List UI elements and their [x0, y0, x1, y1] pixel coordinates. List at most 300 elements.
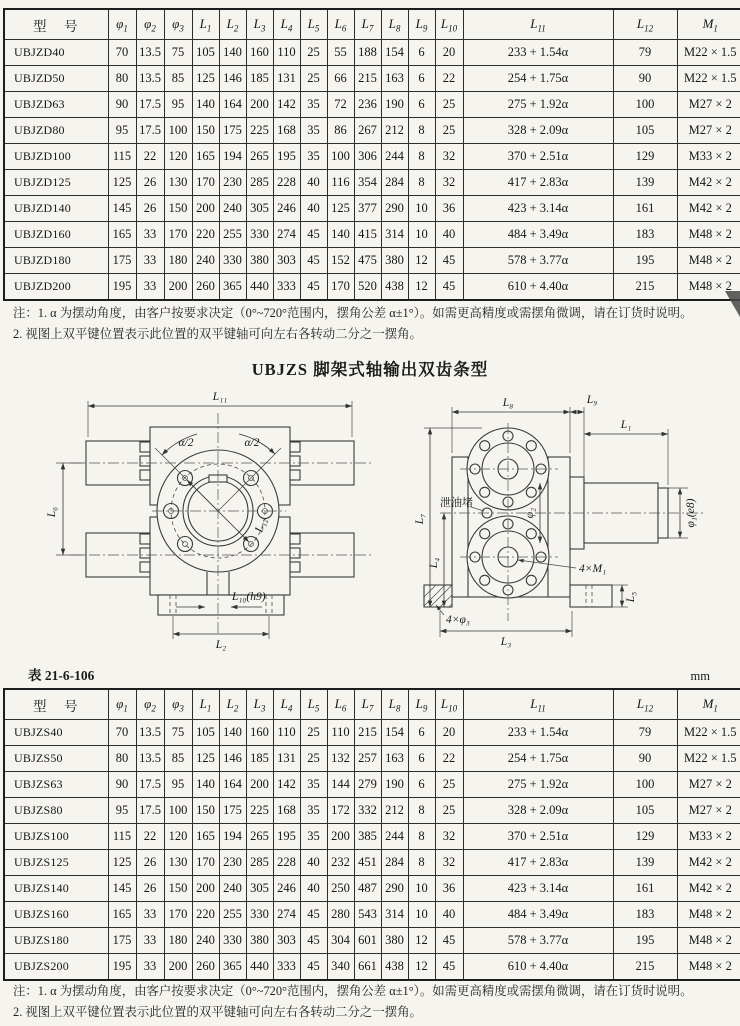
column-header: $L_6$	[327, 689, 354, 720]
value-cell: M48 × 2	[677, 954, 740, 981]
value-cell: 161	[613, 876, 677, 902]
model-cell: UBJZD100	[4, 144, 108, 170]
dim-l10: L₁₀(h9)	[232, 591, 266, 603]
front-view	[46, 391, 372, 651]
value-cell: 85	[164, 66, 192, 92]
value-cell: 45	[300, 274, 327, 301]
table-row	[4, 954, 740, 981]
value-cell: 33	[136, 954, 164, 981]
value-cell: 90	[613, 66, 677, 92]
column-header: $\varphi_1$	[108, 9, 136, 40]
column-header: $L_1$	[192, 689, 219, 720]
model-cell: UBJZS180	[4, 928, 108, 954]
column-header: $M_1$	[677, 689, 740, 720]
value-cell: 142	[273, 92, 300, 118]
dim-l11: L₁₁	[212, 391, 228, 403]
value-cell: 314	[381, 222, 408, 248]
value-cell: 26	[136, 876, 164, 902]
value-cell: 40	[435, 902, 463, 928]
value-cell: 105	[613, 798, 677, 824]
value-cell: M48 × 2	[677, 902, 740, 928]
column-header: $L_{11}$	[463, 689, 613, 720]
value-cell: 220	[192, 902, 219, 928]
model-cell: UBJZS80	[4, 798, 108, 824]
table-row	[4, 248, 740, 274]
value-cell: 274	[273, 902, 300, 928]
model-cell: UBJZD40	[4, 40, 108, 66]
value-cell: 105	[613, 118, 677, 144]
value-cell: 8	[408, 850, 435, 876]
value-cell: 285	[246, 170, 273, 196]
value-cell: 333	[273, 274, 300, 301]
value-cell: 75	[164, 40, 192, 66]
value-cell: 487	[354, 876, 381, 902]
table-row	[4, 720, 740, 746]
value-cell: M33 × 2	[677, 144, 740, 170]
value-cell: 86	[327, 118, 354, 144]
value-cell: 79	[613, 720, 677, 746]
column-header: $L_2$	[219, 689, 246, 720]
value-cell: 12	[408, 248, 435, 274]
value-cell: 232	[327, 850, 354, 876]
value-cell: 105	[192, 40, 219, 66]
value-cell: 415	[354, 222, 381, 248]
value-cell: 100	[613, 92, 677, 118]
value-cell: 35	[300, 92, 327, 118]
value-cell: 150	[192, 798, 219, 824]
value-cell: 246	[273, 196, 300, 222]
value-cell: 25	[435, 118, 463, 144]
value-cell: 340	[327, 954, 354, 981]
value-cell: 200	[192, 876, 219, 902]
value-cell: 40	[300, 170, 327, 196]
value-cell: 150	[192, 118, 219, 144]
value-cell: 22	[136, 824, 164, 850]
value-cell: 304	[327, 928, 354, 954]
column-header: $\varphi_2$	[136, 689, 164, 720]
value-cell: 66	[327, 66, 354, 92]
value-cell: 129	[613, 144, 677, 170]
value-cell: M42 × 2	[677, 850, 740, 876]
value-cell: 165	[192, 144, 219, 170]
value-cell: 125	[192, 66, 219, 92]
dim-l5: L₅	[625, 591, 637, 603]
value-cell: 333	[273, 954, 300, 981]
note-line-1: 注：1. α 为摆动角度，由客户按要求决定（0°~720°范围内，摆角公差 α±1°）。如需更高精度或需摆角微调，请在订货时说明。	[13, 306, 693, 320]
value-cell: 140	[219, 720, 246, 746]
value-cell: 13.5	[136, 66, 164, 92]
value-cell: 303	[273, 928, 300, 954]
value-cell: 10	[408, 196, 435, 222]
value-cell: 185	[246, 746, 273, 772]
table-number: 表 21-6-106	[28, 668, 95, 683]
model-cell: UBJZD180	[4, 248, 108, 274]
table-row	[4, 798, 740, 824]
column-header: $L_4$	[273, 689, 300, 720]
technical-drawing	[0, 385, 740, 663]
value-cell: 154	[381, 40, 408, 66]
value-cell: 110	[327, 720, 354, 746]
value-cell: 100	[164, 118, 192, 144]
value-cell: 139	[613, 850, 677, 876]
value-cell: 45	[300, 902, 327, 928]
value-cell: 90	[108, 772, 136, 798]
scan-artifact	[725, 291, 740, 317]
column-header: $M_1$	[677, 9, 740, 40]
value-cell: 230	[219, 850, 246, 876]
value-cell: 13.5	[136, 720, 164, 746]
value-cell: 303	[273, 248, 300, 274]
value-cell: 365	[219, 274, 246, 301]
value-cell: 417 + 2.83α	[463, 850, 613, 876]
value-cell: 305	[246, 196, 273, 222]
value-cell: 195	[273, 144, 300, 170]
value-cell: 12	[408, 954, 435, 981]
value-cell: 230	[219, 170, 246, 196]
value-cell: 215	[354, 66, 381, 92]
note-line-2: 2. 视图上双平键位置表示此位置的双平键轴可向左右各转动二分之一摆角。	[13, 326, 422, 341]
value-cell: 12	[408, 274, 435, 301]
value-cell: 45	[300, 222, 327, 248]
value-cell: 377	[354, 196, 381, 222]
table-row	[4, 144, 740, 170]
value-cell: 150	[164, 196, 192, 222]
value-cell: 183	[613, 902, 677, 928]
value-cell: 290	[381, 876, 408, 902]
notes-bottom	[13, 981, 735, 1022]
value-cell: 365	[219, 954, 246, 981]
table-row	[4, 876, 740, 902]
value-cell: 484 + 3.49α	[463, 902, 613, 928]
value-cell: 35	[300, 824, 327, 850]
value-cell: 110	[273, 40, 300, 66]
value-cell: 13.5	[136, 40, 164, 66]
value-cell: 95	[108, 798, 136, 824]
value-cell: 85	[164, 746, 192, 772]
value-cell: 25	[435, 92, 463, 118]
value-cell: 25	[435, 772, 463, 798]
value-cell: 250	[327, 876, 354, 902]
column-header: $L_{12}$	[613, 9, 677, 40]
value-cell: 160	[246, 720, 273, 746]
value-cell: 40	[300, 876, 327, 902]
value-cell: 257	[354, 746, 381, 772]
value-cell: 255	[219, 902, 246, 928]
value-cell: 175	[219, 798, 246, 824]
value-cell: M33 × 2	[677, 824, 740, 850]
value-cell: 194	[219, 824, 246, 850]
value-cell: 215	[354, 720, 381, 746]
value-cell: 484 + 3.49α	[463, 222, 613, 248]
dim-alpha-right: α/2	[244, 437, 260, 449]
model-cell: UBJZS100	[4, 824, 108, 850]
value-cell: M22 × 1.5	[677, 66, 740, 92]
value-cell: 225	[246, 118, 273, 144]
value-cell: 180	[164, 248, 192, 274]
value-cell: 6	[408, 720, 435, 746]
value-cell: 45	[435, 248, 463, 274]
value-cell: 451	[354, 850, 381, 876]
value-cell: 152	[327, 248, 354, 274]
table-row	[4, 824, 740, 850]
value-cell: 25	[300, 66, 327, 92]
value-cell: 8	[408, 144, 435, 170]
value-cell: M22 × 1.5	[677, 746, 740, 772]
value-cell: 195	[613, 248, 677, 274]
model-cell: UBJZS63	[4, 772, 108, 798]
value-cell: 165	[108, 222, 136, 248]
table-row	[4, 772, 740, 798]
value-cell: 225	[246, 798, 273, 824]
value-cell: 332	[354, 798, 381, 824]
value-cell: 130	[164, 850, 192, 876]
value-cell: 79	[613, 40, 677, 66]
table-caption-row	[28, 664, 710, 684]
value-cell: 164	[219, 772, 246, 798]
value-cell: 80	[108, 66, 136, 92]
table-row	[4, 222, 740, 248]
value-cell: 100	[327, 144, 354, 170]
value-cell: 195	[613, 928, 677, 954]
label-4xphi3: 4×φ₃	[446, 614, 470, 626]
value-cell: 175	[219, 118, 246, 144]
value-cell: 228	[273, 850, 300, 876]
value-cell: 280	[327, 902, 354, 928]
value-cell: 6	[408, 746, 435, 772]
value-cell: 40	[300, 850, 327, 876]
value-cell: 285	[246, 850, 273, 876]
table-row	[4, 902, 740, 928]
value-cell: 6	[408, 40, 435, 66]
value-cell: 144	[327, 772, 354, 798]
value-cell: 260	[192, 954, 219, 981]
model-cell: UBJZD80	[4, 118, 108, 144]
value-cell: 25	[300, 40, 327, 66]
value-cell: 240	[219, 196, 246, 222]
value-cell: 172	[327, 798, 354, 824]
value-cell: 385	[354, 824, 381, 850]
value-cell: 284	[381, 170, 408, 196]
value-cell: 475	[354, 248, 381, 274]
value-cell: 90	[613, 746, 677, 772]
value-cell: 132	[327, 746, 354, 772]
value-cell: 72	[327, 92, 354, 118]
value-cell: 228	[273, 170, 300, 196]
value-cell: 32	[435, 824, 463, 850]
value-cell: 6	[408, 66, 435, 92]
value-cell: 45	[435, 274, 463, 301]
value-cell: 130	[164, 170, 192, 196]
dim-phi1: φ₁(e8)	[685, 498, 697, 528]
column-header: $L_3$	[246, 689, 273, 720]
header-row	[4, 9, 740, 40]
value-cell: 165	[108, 902, 136, 928]
dim-l3: L₃	[500, 636, 512, 648]
dim-alpha-left: α/2	[178, 437, 194, 449]
model-cell: UBJZD140	[4, 196, 108, 222]
column-header: $L_9$	[408, 689, 435, 720]
value-cell: 10	[408, 876, 435, 902]
value-cell: 32	[435, 144, 463, 170]
model-cell: UBJZS140	[4, 876, 108, 902]
value-cell: 17.5	[136, 92, 164, 118]
value-cell: 160	[246, 40, 273, 66]
value-cell: 139	[613, 170, 677, 196]
notes-top	[13, 303, 735, 344]
column-header-model: 型 号	[4, 689, 108, 720]
table-row	[4, 746, 740, 772]
value-cell: 440	[246, 274, 273, 301]
unit-label: mm	[690, 669, 710, 683]
value-cell: 40	[435, 222, 463, 248]
column-header: $L_{12}$	[613, 689, 677, 720]
column-header: $L_7$	[354, 9, 381, 40]
value-cell: 328 + 2.09α	[463, 118, 613, 144]
dim-l1: L₁	[620, 419, 632, 431]
table-row	[4, 118, 740, 144]
value-cell: 233 + 1.54α	[463, 40, 613, 66]
value-cell: 314	[381, 902, 408, 928]
value-cell: 26	[136, 850, 164, 876]
column-header: $L_6$	[327, 9, 354, 40]
value-cell: 330	[246, 222, 273, 248]
value-cell: M27 × 2	[677, 798, 740, 824]
value-cell: 95	[108, 118, 136, 144]
value-cell: 244	[381, 824, 408, 850]
value-cell: 22	[435, 66, 463, 92]
value-cell: 200	[246, 772, 273, 798]
dim-l7: L₇	[414, 513, 426, 525]
value-cell: 20	[435, 720, 463, 746]
value-cell: 170	[327, 274, 354, 301]
value-cell: 25	[435, 798, 463, 824]
model-cell: UBJZS50	[4, 746, 108, 772]
value-cell: 275 + 1.92α	[463, 772, 613, 798]
value-cell: 275 + 1.92α	[463, 92, 613, 118]
value-cell: 45	[300, 248, 327, 274]
value-cell: 26	[136, 170, 164, 196]
model-cell: UBJZS125	[4, 850, 108, 876]
value-cell: 146	[219, 66, 246, 92]
value-cell: 438	[381, 274, 408, 301]
dim-l8: L₈	[502, 397, 514, 409]
value-cell: M27 × 2	[677, 92, 740, 118]
value-cell: 328 + 2.09α	[463, 798, 613, 824]
value-cell: 145	[108, 876, 136, 902]
ubjzs-spec-table	[3, 688, 740, 981]
value-cell: 45	[300, 954, 327, 981]
value-cell: 212	[381, 118, 408, 144]
value-cell: M27 × 2	[677, 772, 740, 798]
value-cell: M42 × 2	[677, 170, 740, 196]
dim-l6: L₆	[46, 506, 58, 518]
value-cell: 170	[164, 902, 192, 928]
column-header: $\varphi_1$	[108, 689, 136, 720]
value-cell: M22 × 1.5	[677, 720, 740, 746]
value-cell: 120	[164, 824, 192, 850]
value-cell: 220	[192, 222, 219, 248]
value-cell: 194	[219, 144, 246, 170]
value-cell: 610 + 4.40α	[463, 954, 613, 981]
value-cell: 370 + 2.51α	[463, 824, 613, 850]
value-cell: 380	[246, 248, 273, 274]
value-cell: 100	[164, 798, 192, 824]
value-cell: 601	[354, 928, 381, 954]
value-cell: 305	[246, 876, 273, 902]
value-cell: 200	[164, 274, 192, 301]
value-cell: 125	[108, 850, 136, 876]
value-cell: 380	[381, 928, 408, 954]
value-cell: 440	[246, 954, 273, 981]
dim-l2: L₂	[215, 639, 227, 651]
value-cell: 8	[408, 118, 435, 144]
label-4xm1: 4×M₁	[579, 563, 607, 575]
value-cell: 35	[300, 772, 327, 798]
value-cell: 200	[327, 824, 354, 850]
value-cell: 129	[613, 824, 677, 850]
value-cell: 246	[273, 876, 300, 902]
value-cell: 150	[164, 876, 192, 902]
value-cell: 578 + 3.77α	[463, 248, 613, 274]
dim-l12: L₁₂	[253, 516, 269, 534]
header-row	[4, 689, 740, 720]
value-cell: 17.5	[136, 772, 164, 798]
column-header: $L_{10}$	[435, 9, 463, 40]
value-cell: 306	[354, 144, 381, 170]
dim-l9: L₉	[586, 394, 598, 406]
value-cell: 244	[381, 144, 408, 170]
value-cell: 40	[300, 196, 327, 222]
value-cell: 33	[136, 248, 164, 274]
value-cell: 145	[108, 196, 136, 222]
value-cell: 8	[408, 170, 435, 196]
value-cell: 45	[300, 928, 327, 954]
value-cell: 200	[246, 92, 273, 118]
value-cell: 255	[219, 222, 246, 248]
value-cell: 116	[327, 170, 354, 196]
value-cell: 188	[354, 40, 381, 66]
value-cell: M27 × 2	[677, 118, 740, 144]
value-cell: 22	[136, 144, 164, 170]
value-cell: 543	[354, 902, 381, 928]
value-cell: 274	[273, 222, 300, 248]
column-header: $L_5$	[300, 689, 327, 720]
value-cell: 131	[273, 746, 300, 772]
value-cell: M48 × 2	[677, 248, 740, 274]
value-cell: 45	[435, 954, 463, 981]
column-header: $\varphi_2$	[136, 9, 164, 40]
value-cell: 75	[164, 720, 192, 746]
value-cell: 32	[435, 850, 463, 876]
value-cell: M42 × 2	[677, 876, 740, 902]
foot-right	[570, 585, 612, 607]
value-cell: 70	[108, 720, 136, 746]
value-cell: 190	[381, 772, 408, 798]
value-cell: 330	[246, 902, 273, 928]
value-cell: 140	[327, 222, 354, 248]
model-cell: UBJZS160	[4, 902, 108, 928]
value-cell: 12	[408, 928, 435, 954]
column-header: $L_1$	[192, 9, 219, 40]
value-cell: 254 + 1.75α	[463, 746, 613, 772]
value-cell: 260	[192, 274, 219, 301]
value-cell: 240	[192, 928, 219, 954]
dim-phi2: φ₂	[524, 507, 536, 519]
value-cell: 165	[192, 824, 219, 850]
value-cell: 131	[273, 66, 300, 92]
value-cell: 154	[381, 720, 408, 746]
value-cell: 185	[246, 66, 273, 92]
